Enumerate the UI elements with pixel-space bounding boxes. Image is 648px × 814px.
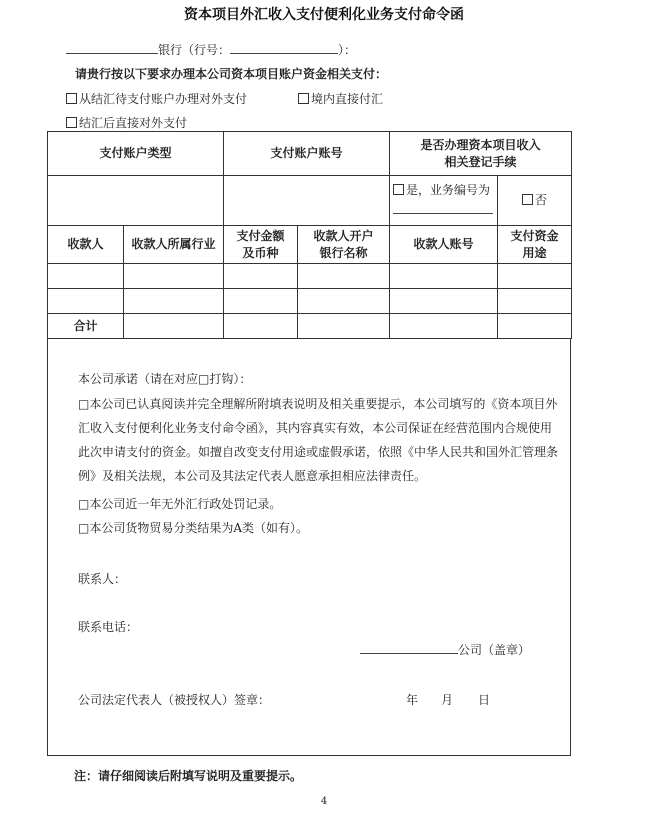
date-day: 日 <box>478 693 491 707</box>
col-purpose-line1: 支付资金 <box>510 228 559 243</box>
header-registration-line2: 相关登记手续 <box>444 154 517 169</box>
header-account-type: 支付账户类型 <box>48 132 224 176</box>
header-registration <box>390 132 572 176</box>
account-no-cell[interactable] <box>224 176 390 226</box>
commitment-intro: 本公司承诺（请在对应□打钩）： <box>78 372 252 386</box>
payment-table <box>47 131 572 339</box>
table-row <box>48 264 572 289</box>
footer-note: 注：请仔细阅读后附填写说明及重要提示。 <box>74 769 303 783</box>
col-payee: 收款人 <box>48 226 124 264</box>
document-title: 资本项目外汇收入支付便利化业务支付命令函 <box>184 7 464 23</box>
col-amount-line2: 及币种 <box>242 245 279 260</box>
registration-yes-cell[interactable] <box>390 176 498 226</box>
col-account: 收款人账号 <box>390 226 498 264</box>
header-account-no: 支付账户账号 <box>224 132 390 176</box>
date-year: 年 <box>406 693 419 707</box>
option-domestic-direct[interactable] <box>298 90 383 107</box>
table-row <box>48 289 572 314</box>
option-settle-direct[interactable] <box>66 114 187 131</box>
col-amount-line1: 支付金额 <box>236 228 285 243</box>
page-number: 4 <box>320 796 328 807</box>
checkbox-icon[interactable] <box>298 93 309 104</box>
header-registration-line1: 是否办理资本项目收入 <box>420 137 541 152</box>
col-bank-line1: 收款人开户 <box>313 228 374 243</box>
checkbox-icon[interactable] <box>66 93 77 104</box>
commitment-item-3[interactable]: □本公司货物贸易分类结果为A类（如有）。 <box>78 521 309 535</box>
company-seal-line <box>360 641 530 658</box>
commitment-item-2[interactable]: □本公司近一年无外汇行政处罚记录。 <box>78 497 282 511</box>
contact-label: 联系人： <box>78 572 127 586</box>
col-amount <box>224 226 298 264</box>
bank-suffix-label: 银行（行号： <box>158 43 231 57</box>
commitment-item-1[interactable]: □本公司已认真阅读并完全理解所附填表说明及相关重要提示，本公司填写的《资本项目外汇收入支付便利化业务支付命令函》，其内容真实有效，本公司保证在经营范围内合规使用此次申请支付的资金。如擅自改变支付用途或虚假承诺，依照《中华人民共和国外汇管理条例》及相关法规，本公司及其法定代表人愿意承担相应法律责任。 <box>78 397 559 483</box>
checkbox-icon[interactable] <box>393 184 404 195</box>
col-purpose-line2: 用途 <box>522 245 547 260</box>
company-name-blank[interactable] <box>360 641 458 654</box>
business-number-blank[interactable] <box>393 201 493 214</box>
option-label: 境内直接付汇 <box>311 92 384 106</box>
checkbox-icon[interactable] <box>66 117 77 128</box>
option-no-label: 否 <box>535 193 548 207</box>
date-month: 月 <box>441 693 454 707</box>
total-row <box>48 314 572 339</box>
col-bank-line2: 银行名称 <box>319 245 368 260</box>
option-label: 结汇后直接对外支付 <box>79 116 188 130</box>
bank-name-blank[interactable] <box>66 41 158 54</box>
col-bank <box>298 226 390 264</box>
col-industry: 收款人所属行业 <box>124 226 224 264</box>
option-settle-pending[interactable] <box>66 90 247 107</box>
checkbox-icon[interactable] <box>522 194 533 205</box>
col-purpose <box>498 226 572 264</box>
addressee-close: ）： <box>338 43 357 57</box>
addressee-line <box>66 41 356 58</box>
option-yes-label: 是，业务编号为 <box>406 183 491 197</box>
account-type-cell[interactable] <box>48 176 224 226</box>
phone-label: 联系电话： <box>78 620 139 634</box>
instruction-text: 请贵行按以下要求办理本公司资本项目账户资金相关支付： <box>75 67 388 81</box>
total-label: 合计 <box>48 314 124 339</box>
registration-no-cell[interactable] <box>498 176 572 226</box>
option-label: 从结汇待支付账户办理对外支付 <box>79 92 248 106</box>
bank-code-blank[interactable] <box>230 41 338 54</box>
company-seal-label: 公司（盖章） <box>458 643 531 657</box>
signature-label: 公司法定代表人（被授权人）签章： <box>78 693 271 707</box>
